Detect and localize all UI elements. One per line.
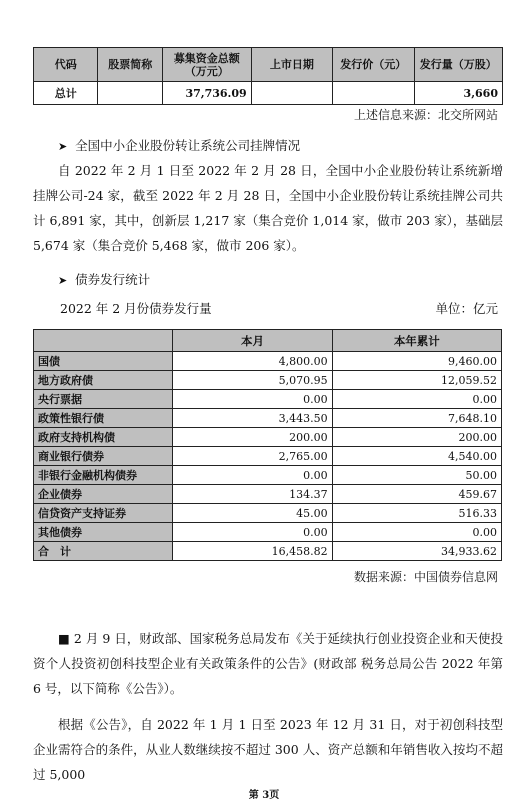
bond-row-ytd: 516.33	[332, 504, 501, 523]
ipo-table	[33, 47, 503, 105]
ipo-header-amount: 募集资金总额 （万元）	[162, 48, 251, 82]
bond-row-month: 0.00	[173, 523, 332, 542]
bond-row-ytd: 200.00	[332, 428, 501, 447]
section2-heading	[58, 270, 150, 288]
bond-row-label: 合 计	[34, 542, 173, 561]
bond-row	[34, 390, 502, 409]
bond-row	[34, 352, 502, 371]
section1-paragraph: 自 2022 年 2 月 1 日至 2022 年 2 月 28 日，全国中小企业股份转让系统新增挂牌公司-24 家，截至 2022 年 2 月 28 日，全国中小企业股份转让系统挂牌公司共计 6,891 家，其中，创新层 1,217 家（集合竞价 1,014 家，做市 203 家），基础层 5,674 家（集合竞价 5,468 家，做市 206 家）。	[33, 163, 503, 253]
section1-title: 全国中小企业股份转让系统公司挂牌情况	[75, 138, 301, 153]
bond-row-label: 商业银行债券	[34, 447, 173, 466]
bond-row-ytd: 12,059.52	[332, 371, 501, 390]
bond-unit: 单位：亿元	[435, 301, 498, 316]
bond-row	[34, 447, 502, 466]
section1-heading	[58, 136, 300, 154]
bond-row-ytd: 0.00	[332, 523, 501, 542]
bond-row-month: 200.00	[173, 428, 332, 447]
bond-row-month: 134.37	[173, 485, 332, 504]
bond-row-ytd: 4,540.00	[332, 447, 501, 466]
bond-row-label: 信贷资产支持证券	[34, 504, 173, 523]
ipo-total-row	[34, 82, 503, 105]
ipo-total-date	[251, 82, 332, 105]
bond-row-ytd: 7,648.10	[332, 409, 501, 428]
bond-row-ytd: 9,460.00	[332, 352, 501, 371]
news-paragraph: ■ 2 月 9 日，财政部、国家税务总局发布《关于延续执行创业投资企业和天使投资个人投资初创科技型企业有关政策条件的公告》(财政部 税务总局公告 2022 年第 6 号，以下简称《公告》）。	[33, 631, 503, 696]
bond-row-ytd: 50.00	[332, 466, 501, 485]
bond-row	[34, 485, 502, 504]
ipo-source-note: 上述信息来源：北交所网站	[353, 108, 498, 122]
bond-row-month: 3,443.50	[173, 409, 332, 428]
ipo-total-volume: 3,660	[414, 82, 503, 105]
ipo-total-price	[332, 82, 414, 105]
bond-header-row	[34, 330, 502, 352]
bond-row-label: 非银行金融机构债券	[34, 466, 173, 485]
section2-title: 债券发行统计	[75, 272, 151, 287]
bond-row	[34, 504, 502, 523]
bond-row-label: 央行票据	[34, 390, 173, 409]
arrow-bullet-icon: ➤	[58, 140, 68, 153]
bond-header-ytd: 本年累计	[332, 330, 501, 352]
bond-row-ytd: 459.67	[332, 485, 501, 504]
bond-table	[33, 329, 502, 561]
news-paragraph-2: 根据《公告》，自 2022 年 1 月 1 日至 2023 年 12 月 31 日，对于初创科技型企业需符合的条件，从业人数继续按不超过 300 人、资产总额和年销售收入按均不超过 5,000	[33, 717, 503, 782]
bond-row-ytd: 34,933.62	[332, 542, 501, 561]
bond-row-month: 5,070.95	[173, 371, 332, 390]
bond-header-corner	[34, 330, 173, 352]
ipo-header-volume: 发行量（万股）	[414, 48, 503, 82]
bond-row-label: 地方政府债	[34, 371, 173, 390]
bond-row-month: 16,458.82	[173, 542, 332, 561]
bond-row	[34, 371, 502, 390]
bond-row-month: 0.00	[173, 390, 332, 409]
bond-row	[34, 428, 502, 447]
bond-row-label: 政府支持机构债	[34, 428, 173, 447]
arrow-bullet-icon: ➤	[58, 274, 68, 287]
bond-row-ytd: 0.00	[332, 390, 501, 409]
ipo-header-name: 股票简称	[98, 48, 162, 82]
bond-row	[34, 542, 502, 561]
ipo-total-amount: 37,736.09	[162, 82, 251, 105]
bond-row-label: 企业债券	[34, 485, 173, 504]
ipo-header-date: 上市日期	[251, 48, 332, 82]
ipo-total-name	[98, 82, 162, 105]
bond-caption: 2022 年 2 月份债券发行量	[60, 301, 212, 316]
bond-row-month: 4,800.00	[173, 352, 332, 371]
bond-row	[34, 409, 502, 428]
ipo-header-row	[34, 48, 503, 82]
bond-row-month: 0.00	[173, 466, 332, 485]
bond-header-month: 本月	[173, 330, 332, 352]
bond-row-label: 政策性银行债	[34, 409, 173, 428]
bond-row-label: 其他债券	[34, 523, 173, 542]
bond-row	[34, 466, 502, 485]
bond-source-note: 数据来源：中国债券信息网	[353, 570, 498, 584]
bond-row-label: 国债	[34, 352, 173, 371]
bond-row-month: 2,765.00	[173, 447, 332, 466]
bond-row	[34, 523, 502, 542]
ipo-total-label: 总计	[34, 82, 98, 105]
ipo-header-code: 代码	[34, 48, 98, 82]
bond-row-month: 45.00	[173, 504, 332, 523]
page-number: 第 3页	[248, 790, 280, 801]
ipo-header-price: 发行价（元）	[332, 48, 414, 82]
